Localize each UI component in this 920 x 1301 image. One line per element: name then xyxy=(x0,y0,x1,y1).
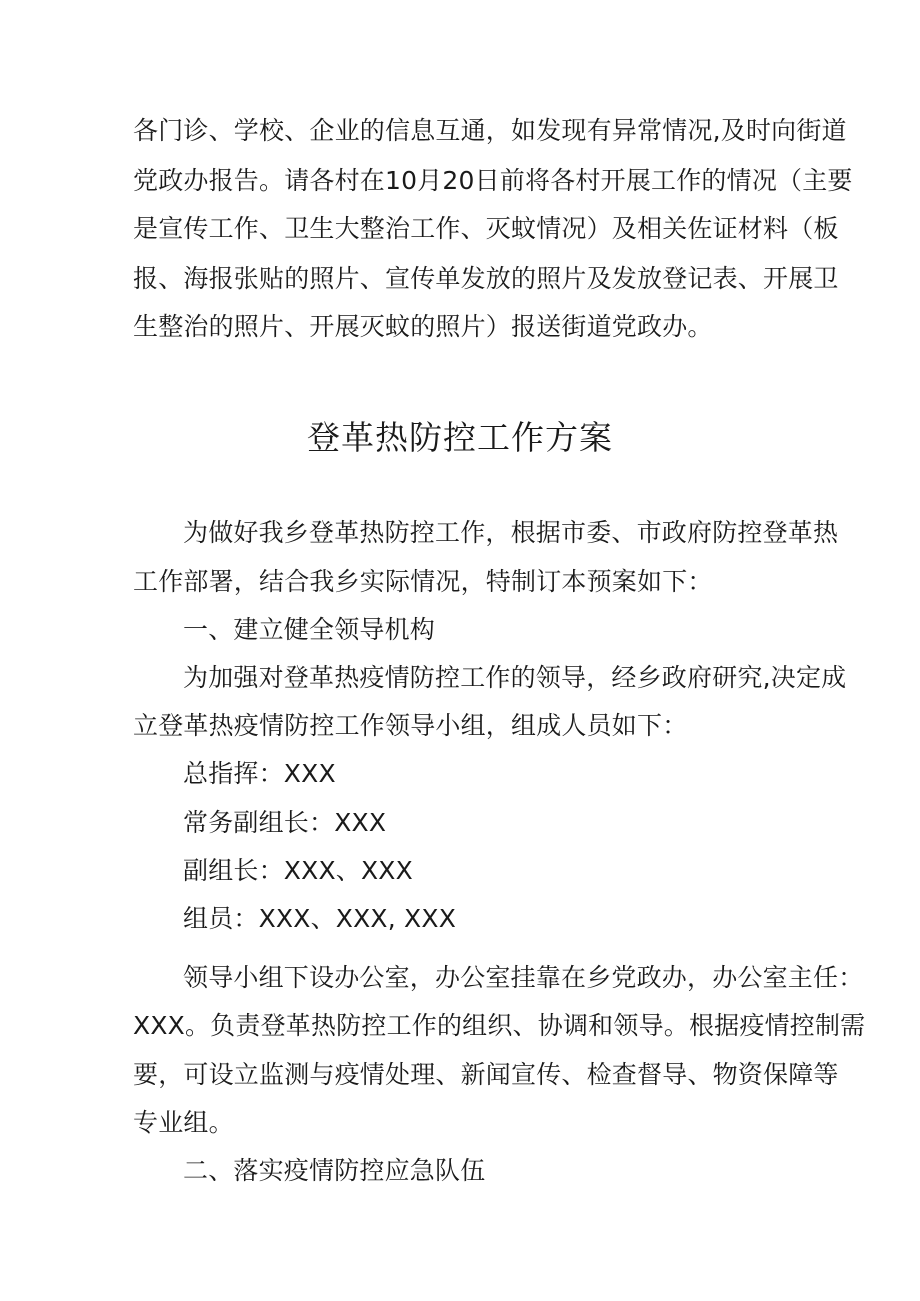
member-commander: 总指挥：XXX xyxy=(183,759,336,788)
document-title: 登革热防控工作方案 xyxy=(307,418,613,457)
member-members: 组员：XXX、XXX, XXX xyxy=(183,904,457,933)
intro-line-4: 报、海报张贴的照片、宣传单发放的照片及发放登记表、开展卫 xyxy=(133,264,839,293)
intro-line-5: 生整治的照片、开展灭蚊的照片）报送街道党政办。 xyxy=(133,312,713,341)
preface-line-2: 工作部署，结合我乡实际情况，特制订本预案如下： xyxy=(133,567,713,596)
office-line-1: 领导小组下设办公室，办公室挂靠在乡党政办，办公室主任： xyxy=(183,963,864,992)
intro-line-3: 是宣传工作、卫生大整治工作、灭蚊情况）及相关佐证材料（板 xyxy=(133,214,839,243)
intro-line-1: 各门诊、学校、企业的信息互通，如发现有异常情况,及时向街道 xyxy=(133,116,847,145)
section1-heading: 一、建立健全领导机构 xyxy=(183,615,436,644)
member-deputy: 副组长：XXX、XXX xyxy=(183,856,413,885)
office-line-2: XXX。负责登革热防控工作的组织、协调和领导。根据疫情控制需 xyxy=(133,1011,866,1040)
section1-para-line-1: 为加强对登革热疫情防控工作的领导，经乡政府研究,决定成 xyxy=(183,663,847,692)
intro-line-2: 党政办报告。请各村在10月20日前将各村开展工作的情况（主要 xyxy=(133,166,853,195)
section2-heading: 二、落实疫情防控应急队伍 xyxy=(183,1156,486,1185)
preface-line-1: 为做好我乡登革热防控工作，根据市委、市政府防控登革热 xyxy=(183,518,839,547)
office-line-4: 专业组。 xyxy=(133,1108,234,1137)
office-line-3: 要，可设立监测与疫情处理、新闻宣传、检查督导、物资保障等 xyxy=(133,1060,839,1089)
member-executive-deputy: 常务副组长：XXX xyxy=(183,808,387,837)
section1-para-line-2: 立登革热疫情防控工作领导小组，组成人员如下： xyxy=(133,711,688,740)
